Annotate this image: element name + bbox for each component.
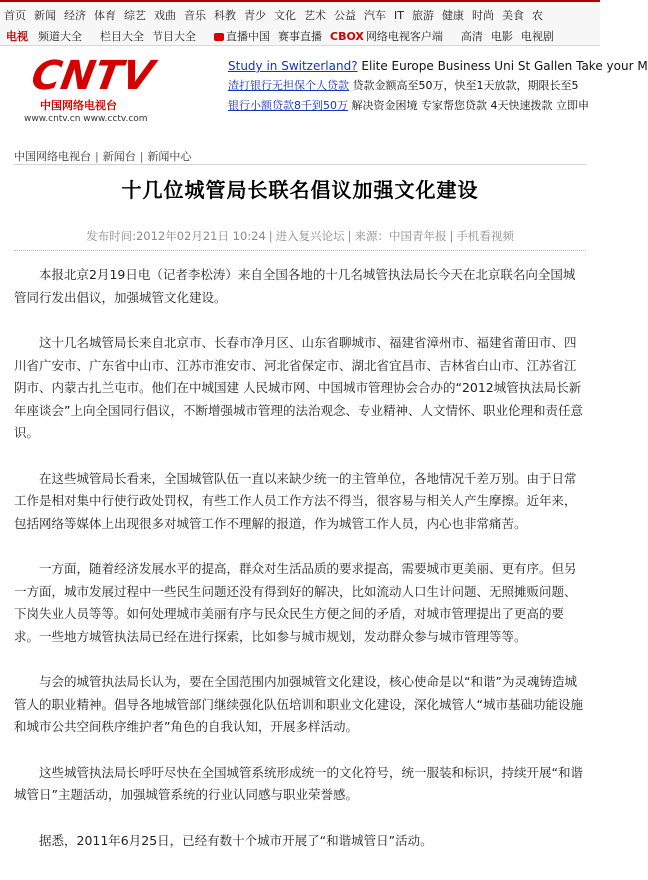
- nav-link-fashion[interactable]: 时尚: [471, 9, 494, 22]
- article-paragraph: 与会的城管执法局长认为，要在全国范围内加强城管文化建设，核心使命是以“和谐”为灵魂铸造城管人的职业精神。倡导各地城管部门继续强化队伍培训和职业文化建设，深化城管人“城市基础功能设施和城市公共空间秩序维护者”角色的自我认知，开展多样活动。: [14, 674, 583, 734]
- nav-link-event-live[interactable]: 赛事直播: [278, 30, 322, 43]
- nav-link-youth[interactable]: 青少: [244, 9, 266, 22]
- article-paragraph: 这些城管执法局长呼吁尽快在全国城管系统形成统一的文化符号，统一服装和标识，持续开展“和谐城管日”主题活动，加强城管系统的行业认同感与职业荣誉感。: [14, 764, 583, 802]
- breadcrumb-link-news-center[interactable]: 新闻中心: [147, 150, 192, 163]
- nav-link-health[interactable]: 健康: [441, 9, 464, 22]
- ad-text: 贷款金额高至50万，快至1天放款，期限长至5: [349, 79, 579, 92]
- article-body: [14, 264, 586, 875]
- mobile-video-link[interactable]: 手机看视频: [456, 229, 514, 243]
- nav-link-charity[interactable]: 公益: [334, 9, 356, 22]
- nav-link-opera[interactable]: 戏曲: [154, 9, 176, 22]
- ad-item: [228, 76, 600, 96]
- meta-separator: |: [268, 229, 273, 243]
- cbox-logo-icon: CBOX: [330, 30, 364, 43]
- nav-link-agriculture[interactable]: 农: [531, 9, 543, 22]
- publish-time: 发布时间:2012年02月21日 10:24: [86, 229, 266, 243]
- nav-link-music[interactable]: 音乐: [184, 9, 206, 22]
- ad-text: 解决资金困境 专家帮您贷款 4天快速拨款 立即申: [348, 99, 589, 112]
- article-paragraph: 这十几名城管局长来自北京市、长春市净月区、山东省聊城市、福建省漳州市、福建省莆田市、四川省广安市、广东省中山市、江苏市淮安市、河北省保定市、湖北省宜昌市、吉林省白山市、江苏省江阴市、内蒙古扎兰屯市。他们在中城国建 人民城市网、中国城市管理协会合办的“2012城管执法局长新年座谈会”上向全国同行倡议，不断增强城市管理的法治观念、专业精神、人文情怀、职业伦理和责任意识。: [14, 335, 583, 440]
- nav-link-live-china[interactable]: [210, 28, 274, 44]
- article-paragraph: 据悉，2011年6月25日，已经有数十个城市开展了“和谐城管日”活动。: [39, 832, 433, 848]
- nav-link-auto[interactable]: 汽车: [364, 9, 386, 22]
- cbox-client-label: 网络电视客户端: [365, 30, 443, 43]
- ad-link[interactable]: 银行小额贷款8千到50万: [228, 99, 348, 112]
- nav-link-home[interactable]: 首页: [4, 9, 26, 22]
- sponsored-links: [228, 56, 648, 116]
- article-paragraph: 一方面，随着经济发展水平的提高，群众对生活品质的要求提高，需要城市更美丽、更有序。但另一方面，城市发展过程中一些民生问题还没有得到好的解决，比如流动人口生计问题、无照摊贩问题、下岗失业人员等等。如何处理城市美丽有序与民众民生方便之间的矛盾，对城市管理提出了更高的要求。一些地方城管执法局已经在进行探索，比如参与城市规划，发动群众参与城市管理等等。: [14, 561, 577, 644]
- top-navigation: [0, 0, 600, 46]
- meta-separator: |: [347, 229, 352, 243]
- divider: [14, 250, 586, 251]
- tv-label: 电视: [6, 30, 28, 43]
- nav-link-hd[interactable]: 高清: [460, 30, 483, 43]
- cntv-logo-url: www.cntv.cn www.cctv.com: [24, 114, 148, 124]
- nav-link-tv-series[interactable]: 电视剧: [520, 30, 554, 43]
- nav-link-travel[interactable]: 旅游: [411, 9, 434, 22]
- article-meta: [0, 228, 600, 244]
- nav-link-it[interactable]: IT: [394, 8, 404, 22]
- nav-link-sports[interactable]: 体育: [94, 9, 116, 22]
- article-source: 来源：中国青年报: [354, 229, 447, 243]
- nav-link-culture[interactable]: 文化: [274, 9, 296, 22]
- meta-separator: |: [449, 229, 454, 243]
- breadcrumb-link-news-channel[interactable]: 新闻台: [102, 150, 136, 163]
- ad-item: [228, 56, 648, 76]
- article-paragraph: 本报北京2月19日电（记者李松涛）来自全国各地的十几名城管执法局长今天在北京联名向全国城管同行发出倡议，加强城管文化建设。: [14, 267, 576, 305]
- cntv-logo[interactable]: [22, 53, 172, 124]
- channel-nav-row: [0, 5, 600, 25]
- breadcrumb-separator: |: [139, 150, 144, 163]
- breadcrumb-link-cntv[interactable]: 中国网络电视台: [14, 150, 91, 163]
- nav-link-variety[interactable]: 综艺: [124, 9, 146, 22]
- ad-text: Elite Europe Business Uni St Gallen Take your M: [357, 59, 648, 73]
- live-icon: [214, 33, 224, 41]
- nav-link-science[interactable]: 科教: [214, 9, 236, 22]
- divider: [14, 164, 586, 165]
- nav-link-news[interactable]: 新闻: [34, 9, 56, 22]
- ad-link[interactable]: 渣打银行无担保个人贷款: [228, 79, 349, 92]
- breadcrumb-separator: |: [95, 150, 99, 163]
- tv-nav-row: [0, 26, 600, 46]
- live-china-label: 直播中国: [226, 30, 270, 43]
- nav-link-shows[interactable]: 节目大全: [152, 30, 196, 43]
- nav-link-channels[interactable]: 频道大全: [38, 30, 82, 43]
- article-title: 十几位城管局长联名倡议加强文化建设: [121, 178, 479, 202]
- nav-link-movies[interactable]: 电影: [490, 30, 513, 43]
- ad-item: [228, 96, 600, 116]
- nav-link-food[interactable]: 美食: [501, 9, 524, 22]
- nav-link-programs[interactable]: 栏目大全: [100, 30, 144, 43]
- article-paragraph: 在这些城管局长看来，全国城管队伍一直以来缺少统一的主管单位，各地情况千差万别。由于日常工作是相对集中行使行政处罚权，有些工作人员工作方法不得当，很容易与相关人产生摩擦。近年来，包括网络等媒体上出现很多对城管工作不理解的报道，作为城管工作人员，内心也非常痛苦。: [14, 470, 577, 531]
- nav-link-art[interactable]: 艺术: [304, 9, 326, 22]
- ad-link[interactable]: Study in Switzerland?: [228, 59, 358, 73]
- cntv-logo-name: 中国网络电视台: [40, 99, 117, 112]
- nav-link-economy[interactable]: 经济: [64, 9, 86, 22]
- breadcrumb: [14, 148, 191, 164]
- nav-link-cbox[interactable]: [326, 28, 447, 44]
- forum-link[interactable]: 进入复兴论坛: [275, 229, 345, 243]
- cntv-logo-mark: CNTV: [27, 53, 158, 99]
